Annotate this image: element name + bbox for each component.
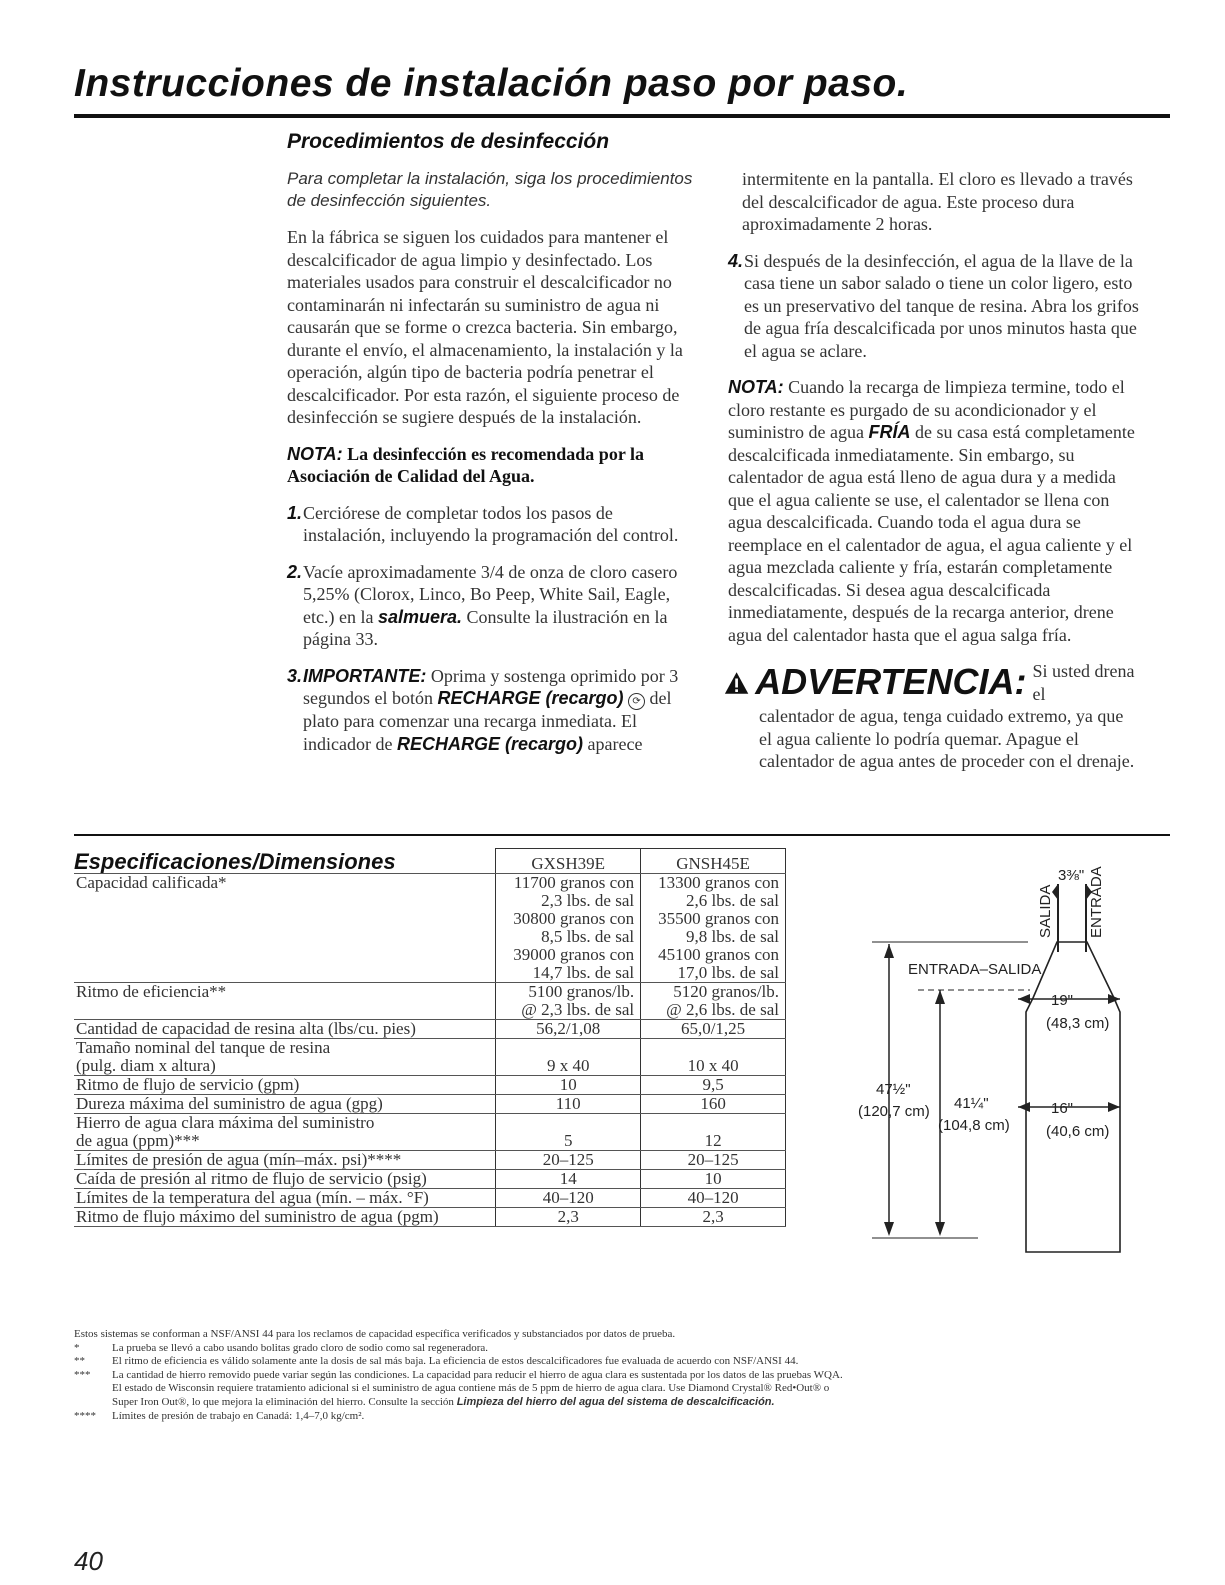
spec-row [74,1019,786,1038]
spec-value: 10 x 40 [641,1038,786,1075]
spec-value: 11700 granos con 2,3 lbs. de sal 30800 granos con 8,5 lbs. de sal 39000 granos con 14,7 lbs. de sal [496,873,641,982]
dim-41: 41¼" [954,1095,989,1112]
spec-value: 10 [641,1169,786,1188]
keyword-fria: FRÍA [868,422,911,442]
spec-label: Dureza máxima del suministro de agua (gpg) [74,1094,496,1113]
dim-19-cm: (48,3 cm) [1046,1015,1110,1032]
footnote: **** Límites de presión de trabajo en Canadá: 1,4–7,0 kg/cm². [74,1409,365,1422]
spec-value: 40–120 [496,1188,641,1207]
spec-row [74,1188,786,1207]
spec-value: 110 [496,1094,641,1113]
note-label: NOTA: [728,377,784,397]
spec-value: 5 [496,1113,641,1150]
spec-value: 2,3 [496,1207,641,1226]
spec-label: Ritmo de flujo máximo del suministro de agua (pgm) [74,1207,496,1226]
footnote: * La prueba se llevó a cabo usando bolitas grado cloro de sodio como sal regeneradora. [74,1341,489,1354]
dim-top-width: 3⅜" [1058,867,1085,884]
spec-label: Hierro de agua clara máxima del suministro de agua (ppm)*** [74,1113,496,1150]
step-text: Consulte la ilustración en la página 33. [303,606,668,649]
spec-label: Cantidad de capacidad de resina alta (lbs/cu. pies) [74,1019,496,1038]
step-text: Vacíe aproximadamente 3/4 de onza de cloro casero 5,25% (Clorox, Linco, Bo Peep, White Sail, Eagle, etc.) en la [303,561,678,627]
dim-47: 47½" [876,1081,911,1098]
spec-value: 20–125 [496,1150,641,1169]
keyword-salmuera: salmuera. [377,606,463,627]
dim-47-cm: (120,7 cm) [858,1103,930,1120]
warning-text: Si usted drena el [1032,661,1135,704]
spec-value: 56,2/1,08 [496,1019,641,1038]
note-label: NOTA: [287,443,343,464]
spec-value: 10 [496,1075,641,1094]
step-text: Si después de la desinfección, el agua de la llave de la casa tiene un sabor salado o tiene un color ligero, esto es un preservativo del tanque de resina. Abra los grifos de agua fría descalcificada por unos minutos hasta que el agua se aclare. [744,250,1139,361]
intro-text: Para completar la instalación, siga los procedimientos de desinfección siguientes. [287,169,693,210]
label-inlet-outlet: ENTRADA–SALIDA [908,961,1042,978]
spec-label: Límites de la temperatura del agua (mín. – máx. °F) [74,1188,496,1207]
step-3-continued: intermitente en la pantalla. El cloro es llevado a través del descalcificador de agua. Este proceso dura aproximadamente 2 horas. [742,169,1133,234]
dim-19: 19" [1051,992,1074,1009]
spec-value: 5120 granos/lb. @ 2,6 lbs. de sal [641,982,786,1019]
label-salida: SALIDA [1037,884,1054,938]
spec-label: Tamaño nominal del tanque de resina (pulg. diam x altura) [74,1038,496,1075]
spec-value: 20–125 [641,1150,786,1169]
spec-value: 9,5 [641,1075,786,1094]
right-column [728,168,1140,787]
spec-row [74,1094,786,1113]
step-1 [287,502,697,547]
warning-icon [724,670,749,696]
warning-title: ADVERTENCIA: [755,661,1027,703]
step-number: 4. [728,250,744,271]
keyword-recharge: RECHARGE (recargo) [396,733,583,754]
spec-row [74,1075,786,1094]
footnote-intro: Estos sistemas se conforman a NSF/ANSI 44 para los reclamos de capacidad específica verificados y substanciados por datos de prueba. [74,1328,676,1340]
left-column [287,168,697,769]
footnote-keyword: Limpieza del hierro del agua del sistema de descalcificación. [456,1395,775,1408]
footnotes [74,1328,854,1423]
note-hot-water [728,376,1140,646]
note-paragraph [287,443,697,488]
spec-row [74,1113,786,1150]
label-entrada: ENTRADA [1088,866,1105,938]
step-text: Cerciórese de completar todos los pasos de instalación, incluyendo la programación del control. [303,502,679,545]
step-2 [287,561,697,651]
page-title: Instrucciones de instalación paso por paso. [74,62,909,105]
spec-value: 5100 granos/lb. @ 2,3 lbs. de sal [496,982,641,1019]
spec-header-row [74,849,786,874]
step-number: 2. [287,561,303,582]
warning-text: calentador de agua, tenga cuidado extremo, ya que el agua caliente lo podría quemar. Apague el calentador de agua antes de proceder con el drenaje. [759,706,1135,771]
spec-row [74,1038,786,1075]
spec-row [74,1207,786,1226]
recharge-icon: ⟳ [628,693,645,710]
spec-value: 2,3 [641,1207,786,1226]
spec-value: 12 [641,1113,786,1150]
spec-value: 14 [496,1169,641,1188]
model-header: GNSH45E [641,849,786,874]
spec-label: Capacidad calificada* [74,873,496,982]
step-text: del plato para comenzar una recarga inmediata. El indicador de [303,688,672,754]
spec-row [74,873,786,982]
model-header: GXSH39E [496,849,641,874]
footnote: ** El ritmo de eficiencia es válido solamente ante la dosis de sal más baja. La eficiencia de estos descalcificadores fue evaluada de acuerdo con NSF/ANSI 44. [74,1355,799,1368]
body-paragraph: En la fábrica se siguen los cuidados para mantener el descalcificador de agua limpio y desinfectado. Los materiales usados para construir el descalcificador no contaminarán ni infectarán su suministro de agua ni causarán que se forme o crezca bacteria. Sin embargo, durante el envío, el almacenamiento, la instalación y la operación, algún tipo de bacteria podría penetrar el descalcificador. Por esta razón, el siguiente proceso de desinfección se sugiere después de la instalación. [287,227,683,427]
step-number: 3. [287,665,303,686]
spec-label: Caída de presión al ritmo de flujo de servicio (psig) [74,1169,496,1188]
footnote: *** La cantidad de hierro removido puede variar según las condiciones. La capacidad para reducir el hierro de agua clara es sustentada por los datos de las pruebas WQA. El estado de Wisconsin requiere tratamiento adicional si el suministro de agua contiene más de 5 ppm de hierro de agua clara. Use Diamond Crystal® Red•Out® o Super Iron Out®, lo que mejora la eliminación del hierro. Consulte la sección Limpieza del hierro del agua del sistema de descalcificación. [74,1368,843,1408]
spec-rule [74,834,1170,836]
important-label: IMPORTANTE: [303,665,427,686]
dimensions-diagram [858,862,1158,1262]
tank-outline [1026,942,1120,1252]
spec-table [74,848,786,1227]
note-text: La desinfección es recomendada por la Asociación de Calidad del Agua. [287,443,644,486]
page-number: 40 [74,1546,103,1576]
step-text: aparece [583,733,643,754]
section-title-disinfection: Procedimientos de desinfección [287,130,610,153]
section-title-specs: Especificaciones/Dimensiones [74,849,396,874]
note-text: Cuando la recarga de limpieza termine, todo el cloro restante es purgado de su acondicionador y el suministro de agua [728,377,1125,442]
spec-label: Ritmo de flujo de servicio (gpm) [74,1075,496,1094]
keyword-recharge: RECHARGE (recargo) [437,688,624,708]
spec-value: 13300 granos con 2,6 lbs. de sal 35500 granos con 9,8 lbs. de sal 45100 granos con 17,0 lbs. de sal [641,873,786,982]
title-rule [74,114,1170,118]
spec-value: 160 [641,1094,786,1113]
warning-header [724,660,1140,705]
dim-16-cm: (40,6 cm) [1046,1123,1110,1140]
step-4 [728,250,1140,363]
spec-label: Límites de presión de agua (mín–máx. psi)**** [74,1150,496,1169]
spec-row [74,1169,786,1188]
step-number: 1. [287,502,303,523]
note-text: de su casa está completamente descalcificada inmediatamente. Sin embargo, su calentador de agua está lleno de agua dura y a medida que el agua caliente se use, el calentador se llena con agua descalcificada. Cuando toda el agua dura se reemplace en el calentador de agua, el agua caliente y el agua mezclada caliente y fría, estarán completamente descalcificadas. Si desea agua descalcificada inmediatamente, después de la recarga anterior, drene agua del calentador hasta que el agua salga fría. [728,422,1135,645]
spec-value: 65,0/1,25 [641,1019,786,1038]
spec-row [74,982,786,1019]
step-text: Oprima y sostenga oprimido por 3 segundos el botón [303,665,679,708]
spec-value: 40–120 [641,1188,786,1207]
spec-value: 9 x 40 [496,1038,641,1075]
spec-row [74,1150,786,1169]
dim-16: 16" [1051,1100,1074,1117]
step-3 [287,665,697,756]
dim-41-cm: (104,8 cm) [938,1117,1010,1134]
spec-label: Ritmo de eficiencia** [74,982,496,1019]
